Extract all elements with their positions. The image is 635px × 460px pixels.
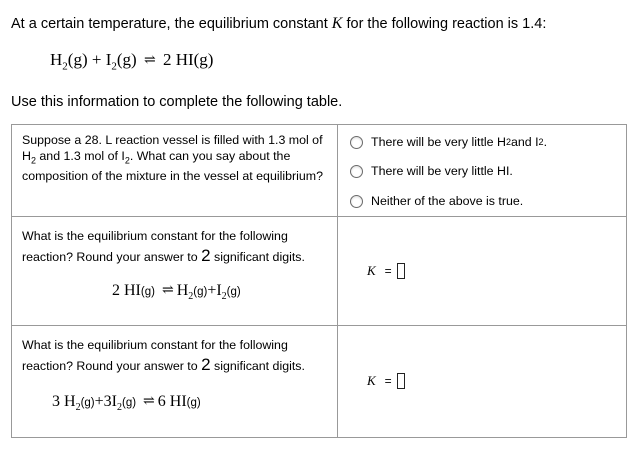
intro-text: At a certain temperature, the equilibrium constant K for the following reaction is 1.4: [11, 15, 547, 32]
table-row [12, 216, 626, 326]
k-input-scaled[interactable] [397, 373, 405, 389]
radio-button[interactable] [350, 136, 363, 149]
table-row [12, 125, 626, 217]
equilibrium-arrow-icon: ⇌ [143, 394, 155, 409]
question-reverse-k: What is the equilibrium constant for the following reaction? Round your answer to 2 significant digits. [22, 229, 305, 265]
table-row [12, 325, 626, 438]
reverse-reaction: 2 HI(g) ⇌ $H_2(g)+I_2(g)$ [112, 282, 241, 303]
option-little-hi[interactable]: There will be very little HI. [350, 164, 513, 178]
equilibrium-arrow-icon: ⇌ [161, 283, 174, 298]
scaled-reaction: 3 $H_2(g)+3I_2(g)$ ⇌ 6 HI(g) [52, 393, 201, 414]
k-answer-reverse: K = [367, 263, 405, 279]
k-answer-scaled: K = [367, 373, 405, 389]
question-scaled-k: What is the equilibrium constant for the following reaction? Round your answer to 2 significant digits. [22, 338, 305, 374]
k-symbol: K [331, 15, 343, 32]
instructions: Use this information to complete the following table. [11, 94, 343, 110]
option-little-h2-i2[interactable]: There will be very little H 2 and I 2 . [350, 135, 547, 149]
question-table [11, 124, 627, 438]
radio-button[interactable] [350, 165, 363, 178]
radio-button[interactable] [350, 195, 363, 208]
question-composition: Suppose a 28. L reaction vessel is filled with 1.3 mol of $H_2$ and 1.3 mol of $I_2$. What can you say about the composition of the mixture in the vessel at equilibrium? [22, 133, 323, 184]
option-neither[interactable]: Neither of the above is true. [350, 194, 523, 208]
k-input-reverse[interactable] [397, 263, 405, 279]
equilibrium-arrow-icon: ⇌ [143, 53, 156, 68]
given-reaction: $H_2(g) + I_2(g)$ ⇌ 2 HI(g) [50, 50, 214, 73]
